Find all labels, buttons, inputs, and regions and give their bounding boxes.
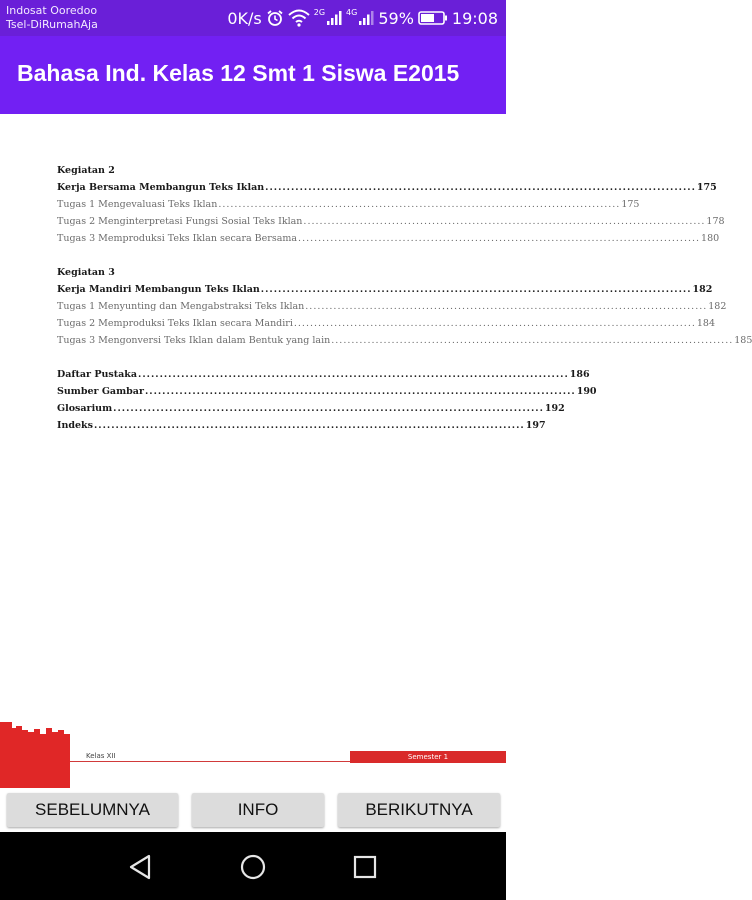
section-heading: Kegiatan 2 xyxy=(57,165,115,176)
status-bar xyxy=(0,0,506,36)
dot-leader: .................................................................................................... xyxy=(293,318,696,329)
toc-entry-page: 184 xyxy=(696,318,716,329)
dot-leader: .................................................................................................... xyxy=(260,284,692,295)
toc-entry-label: Tugas 2 Menginterpretasi Fungsi Sosial Teks Iklan xyxy=(57,216,303,227)
signal-icon xyxy=(358,10,374,26)
toc-entry xyxy=(57,417,546,434)
dot-leader: .................................................................................................... xyxy=(138,369,569,380)
dot-leader: .................................................................................................... xyxy=(113,403,544,414)
section-heading: Kegiatan 3 xyxy=(57,267,115,278)
battery-percent: 59% xyxy=(378,8,414,28)
battery-icon xyxy=(418,10,448,26)
toc-entry-page: 190 xyxy=(576,386,597,397)
dot-leader: .................................................................................................... xyxy=(305,301,708,312)
app-bar xyxy=(0,36,506,114)
dot-leader: .................................................................................................... xyxy=(303,216,706,227)
toc-entry-page: 186 xyxy=(569,369,590,380)
table-of-contents xyxy=(57,162,752,434)
toc-entry-page: 182 xyxy=(692,284,713,295)
toc-entry-label: Tugas 3 Mengonversi Teks Iklan dalam Bentuk yang lain xyxy=(57,335,331,346)
toc-entry xyxy=(57,298,727,315)
dot-leader: .................................................................................................... xyxy=(331,335,734,346)
carrier-name-secondary: Tsel-DiRumahAja xyxy=(6,18,98,31)
alarm-icon xyxy=(266,9,284,27)
dot-leader: .................................................................................................... xyxy=(93,420,525,431)
toc-entry xyxy=(57,281,713,298)
dot-leader: .................................................................................................... xyxy=(265,182,696,193)
toc-entry-label: Daftar Pustaka xyxy=(57,369,138,380)
toc-entry xyxy=(57,179,717,196)
signal-icon xyxy=(326,10,342,26)
toc-entry-page: 197 xyxy=(525,420,546,431)
toc-entry-label: Tugas 1 Menyunting dan Mengabstraksi Teks Iklan xyxy=(57,301,305,312)
back-triangle-icon[interactable] xyxy=(126,852,156,882)
toc-entry-label: Kerja Mandiri Membangun Teks Iklan xyxy=(57,284,260,295)
footer-class-label: Kelas XII xyxy=(86,752,116,760)
toc-entry-page: 182 xyxy=(708,301,727,312)
toc-entry-label: Indeks xyxy=(57,420,93,431)
toc-entry-label: Glosarium xyxy=(57,403,113,414)
app-title: Bahasa Ind. Kelas 12 Smt 1 Siswa E2015 xyxy=(17,60,460,86)
clock-time: 19:08 xyxy=(451,8,498,28)
toc-entry-page: 192 xyxy=(544,403,565,414)
footer-rule xyxy=(70,761,350,762)
previous-button[interactable]: SEBELUMNYA xyxy=(7,793,178,827)
dot-leader: .................................................................................................... xyxy=(298,233,701,244)
next-button[interactable]: BERIKUTNYA xyxy=(338,793,500,827)
footer-decoration-graphic xyxy=(0,720,70,788)
home-circle-icon[interactable] xyxy=(238,852,268,882)
toc-entry xyxy=(57,315,716,332)
dot-leader: .................................................................................................... xyxy=(218,199,621,210)
navigation-button-row xyxy=(0,790,506,832)
carrier-name-primary: Indosat Ooredoo xyxy=(6,4,98,17)
toc-entry xyxy=(57,196,640,213)
toc-entry-label: Tugas 1 Mengevaluasi Teks Iklan xyxy=(57,199,218,210)
footer-semester-label: Semester 1 xyxy=(350,751,506,763)
toc-entry xyxy=(57,213,725,230)
toc-entry-label: Tugas 3 Memproduksi Teks Iklan secara Bersama xyxy=(57,233,298,244)
network-type-label: 2G xyxy=(313,7,326,17)
toc-entry xyxy=(57,383,597,400)
toc-entry-page: 185 xyxy=(734,335,752,346)
toc-entry-label: Tugas 2 Memproduksi Teks Iklan secara Mandiri xyxy=(57,318,293,329)
wifi-icon xyxy=(288,9,310,27)
toc-entry-page: 180 xyxy=(701,233,720,244)
toc-entry xyxy=(57,366,590,383)
recents-square-icon[interactable] xyxy=(350,852,380,882)
info-button[interactable]: INFO xyxy=(192,793,324,827)
toc-entry-page: 175 xyxy=(621,199,640,210)
toc-entry-page: 175 xyxy=(696,182,717,193)
toc-entry-label: Sumber Gambar xyxy=(57,386,144,397)
toc-entry-label: Kerja Bersama Membangun Teks Iklan xyxy=(57,182,265,193)
toc-entry xyxy=(57,332,752,349)
network-type-label: 4G xyxy=(346,7,358,17)
toc-entry-page: 178 xyxy=(706,216,725,227)
system-navigation-bar xyxy=(0,832,506,900)
toc-entry xyxy=(57,230,720,247)
status-indicators xyxy=(227,0,498,36)
network-speed: 0K/s xyxy=(227,8,262,28)
toc-entry xyxy=(57,400,565,417)
document-page[interactable] xyxy=(0,114,752,794)
dot-leader: .................................................................................................... xyxy=(144,386,576,397)
